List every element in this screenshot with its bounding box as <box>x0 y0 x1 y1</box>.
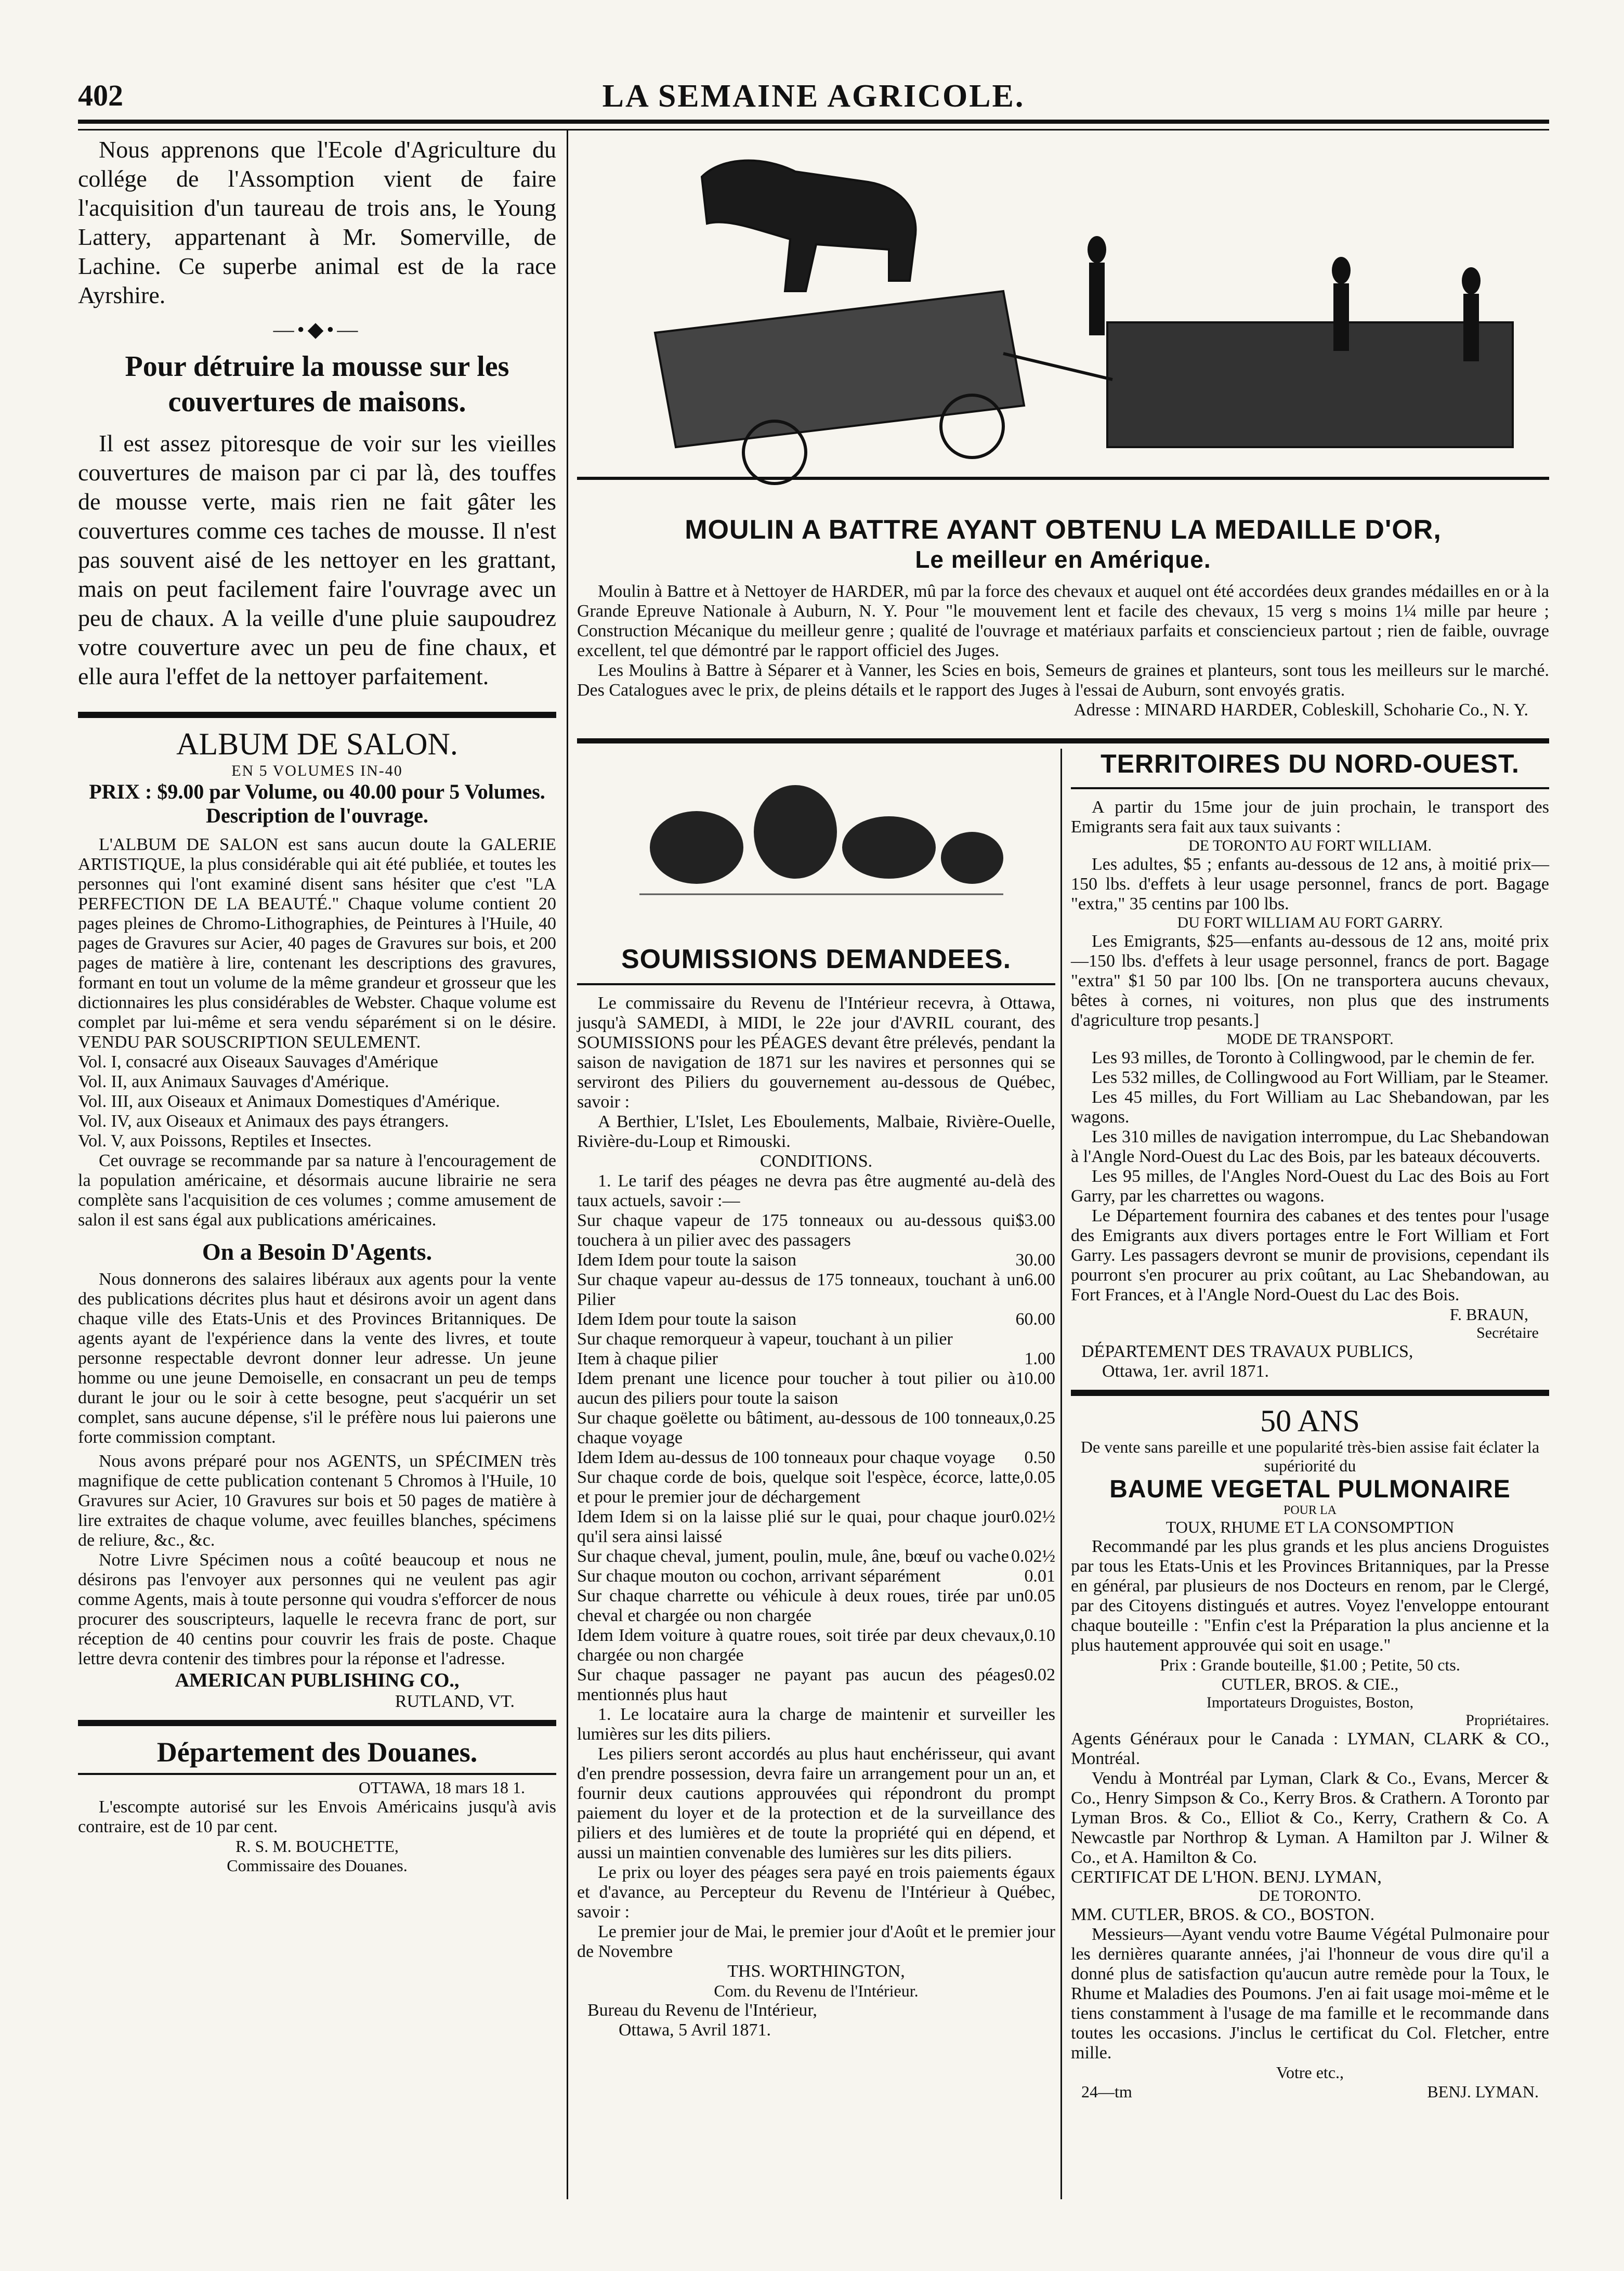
agents-title: On a Besoin D'Agents. <box>202 1238 433 1265</box>
header-rule <box>78 120 1549 130</box>
soumissions-title: SOUMISSIONS DEMANDEES. <box>621 944 1012 974</box>
tarif-price: 0.25 <box>1024 1408 1055 1428</box>
territoires-subheading-2: DU FORT WILLIAM AU FORT GARRY. <box>1177 914 1443 931</box>
territoires-p4: Les 532 milles, de Collingwood au Fort William, par le Steamer. <box>1092 1068 1549 1087</box>
travaux-date: Ottawa, 1er. avril 1871. <box>1102 1362 1269 1381</box>
tarif-price: 0.05 <box>1024 1468 1055 1487</box>
tarif-label: Sur chaque remorqueur à vapeur, touchant à un pilier <box>577 1329 953 1349</box>
condition-2: 1. Le locataire aura la charge de maintenir et surveiller les lumières sur les dits piliers. <box>577 1705 1055 1744</box>
tarif-row <box>577 1507 1055 1547</box>
moulin-title: MOULIN A BATTRE AYANT OBTENU LA MEDAILLE D'OR, <box>685 515 1442 545</box>
territoires-title: TERRITOIRES DU NORD-OUEST. <box>1101 749 1520 778</box>
tarif-label: Sur chaque passager ne payant pas aucun des péages mentionnés plus haut <box>577 1665 1025 1704</box>
tarif-row <box>577 1250 1055 1270</box>
tarif-row <box>577 1369 1055 1408</box>
baume-body: Recommandé par les plus grands et les plus anciens Droguistes par tous les Etats-Unis et les Provinces Britanniques, par la Presse en général, par plusieurs de nos Docteurs en renom, par le Clergé, par des Citoyens distingués et autres. Voyez l'enveloppe entourant chaque bouteille : "Enfin c'est la Préparation la plus ancienne et la plus hautement approuvée qui soit en usage." <box>1071 1537 1549 1655</box>
tarif-label: Sur chaque vapeur au-dessus de 175 tonneaux, touchant à un Pilier <box>577 1270 1025 1309</box>
tarif-price: 30.00 <box>1015 1250 1055 1270</box>
page-header <box>78 78 1549 125</box>
tarif-price: 0.05 <box>1024 1586 1055 1606</box>
tarif-price: 0.01 <box>1024 1567 1055 1586</box>
ornament-divider: —•◆•— <box>273 318 361 341</box>
landscape-vignette <box>577 759 1055 936</box>
tarif-row <box>577 1448 1055 1468</box>
certificat-footer <box>1071 2082 1549 2102</box>
baume-agents: Agents Généraux pour le Canada : LYMAN, CLARK & CO., Montréal. <box>1071 1729 1549 1768</box>
tarif-row <box>577 1665 1055 1705</box>
tarif-price: 0.02 <box>1024 1665 1055 1685</box>
territoires-body: A partir du 15me jour de juin prochain, le transport des Emigrants sera fait aux taux suivants : <box>1071 798 1549 837</box>
condition-4: Le prix ou loyer des péages sera payé en trois paiements égaux et d'avance, au Percepteur du Revenu de l'Intérieur à Québec, savoir : <box>577 1863 1055 1922</box>
territoires-p8: Le Département fournira des cabanes et des tentes pour l'usage des Emigrants aux divers portages entre le Fort William et Fort Garry. Les passagers devront se munir de provisions, cependant ils pourront s'en procurer au prix coûtant, au Lac Shebandowan, au Fort Frances, et à l'Angle Nord-Ouest du Lac des Bois. <box>1071 1206 1549 1304</box>
album-volume: Vol. V, aux Poissons, Reptiles et Insectes. <box>78 1131 372 1151</box>
cutler-proprietaires: Propriétaires. <box>1465 1712 1549 1729</box>
tarif-label: Sur chaque vapeur de 175 tonneaux ou au-dessous qui touchera à un pilier avec des passagers <box>577 1211 1016 1250</box>
bureau-line-2: Ottawa, 5 Avril 1871. <box>619 2020 771 2040</box>
territoires-p6: Les 310 milles de navigation interrompue, du Lac Shebandowan à l'Angle Nord-Ouest du Lac des Bois, par les bateaux découverts. <box>1071 1127 1549 1166</box>
pour-la: POUR LA <box>1283 1504 1337 1517</box>
tarif-price: 0.02½ <box>1011 1547 1055 1566</box>
album-title: ALBUM DE SALON. <box>176 727 458 761</box>
territoires-subheading-1: DE TORONTO AU FORT WILLIAM. <box>1188 837 1432 854</box>
baume-price: Prix : Grande bouteille, $1.00 ; Petite, 50 cts. <box>1160 1655 1460 1674</box>
tarif-row <box>577 1211 1055 1250</box>
certificat-closing: Votre etc., <box>1276 2063 1344 2082</box>
tarif-label: Sur chaque charrette ou véhicule à deux roues, tirée par un cheval et chargée ou non chargée <box>577 1586 1025 1625</box>
tarif-row <box>577 1408 1055 1448</box>
album-volume: Vol. IV, aux Oiseaux et Animaux des pays étrangers. <box>78 1112 449 1131</box>
thick-rule <box>577 738 1549 743</box>
cutler-address: Importateurs Droguistes, Boston, <box>1206 1694 1414 1711</box>
tarif-label: Idem Idem si on la laisse plié sur le quai, pour chaque jour qu'il sera ainsi laissé <box>577 1507 1011 1546</box>
album-price: PRIX : $9.00 par Volume, ou 40.00 pour 5 Volumes. Description de l'ouvrage. <box>89 780 545 827</box>
ans-subtitle: De vente sans pareille et une popularité très-bien assise fait éclater la supériorité du <box>1080 1438 1540 1475</box>
soumissions-body: Le commissaire du Revenu de l'Intérieur recevra, à Ottawa, jusqu'à SAMEDI, à MIDI, le 22e jour d'AVRIL courant, des SOUMISSIONS pour les PÉAGES devant être prélevés, pendant la saison de navigation de 1871 sur les navires et personnes qui se serviront des Piliers du gouvernement au-dessous de Québec, savoir : <box>577 994 1055 1112</box>
territoires-p3: Les 93 milles, de Toronto à Collingwood, par le chemin de fer. <box>1092 1048 1535 1067</box>
column-divider-2 <box>1060 749 1062 2199</box>
tarif-price: 0.02½ <box>1011 1507 1055 1526</box>
territoires-p2: Les Emigrants, $25—enfants au-dessous de 12 ans, moité prix—150 lbs. d'effets à leur usage personnel, francs de port. Bagage "extra" $1 50 par 100 lbs. [On ne transportera aucuns chevaux, bêtes à cornes, ni voitures, non plus que des instruments d'agriculture trop pesants.] <box>1071 932 1549 1030</box>
certificat-title: CERTIFICAT DE L'HON. BENJ. LYMAN, <box>1071 1868 1382 1887</box>
worthington-title: Com. du Revenu de l'Intérieur. <box>714 1981 919 2000</box>
moulin-address: Adresse : MINARD HARDER, Cobleskill, Schoharie Co., N. Y. <box>1073 700 1528 720</box>
douanes-signature: R. S. M. BOUCHETTE, <box>235 1837 399 1856</box>
baume-title: BAUME VEGETAL PULMONAIRE <box>1109 1476 1511 1503</box>
tarif-list <box>577 1211 1055 1705</box>
thick-rule <box>78 1720 556 1726</box>
tarif-label: Idem Idem pour toute la saison <box>577 1310 797 1329</box>
tarif-row <box>577 1468 1055 1507</box>
travaux-publics: DÉPARTEMENT DES TRAVAUX PUBLICS, <box>1081 1342 1413 1361</box>
column-middle-top <box>577 135 1549 720</box>
douanes-title-signature: Commissaire des Douanes. <box>227 1856 408 1875</box>
certificat-address: MM. CUTLER, BROS. & CO., BOSTON. <box>1071 1905 1375 1924</box>
tarif-label: Idem Idem pour toute la saison <box>577 1250 797 1270</box>
tarif-label: Sur chaque corde de bois, quelque soit l'espèce, écorce, latte, et pour le premier jour de déchargement <box>577 1468 1025 1507</box>
condition-3: Les piliers seront accordés au plus haut enchérisseur, qui avant d'en prendre possession, devra faire un arrangement pour un an, et fournir deux cautions approuvées qui répondront du prompt paiement du loyer et de la protection et de la surveillance des piliers et des lumières et de toute la propriété qui en dépend, et aussi un maintien convenable des lumières sur les dits piliers. <box>577 1744 1055 1862</box>
album-subtitle: EN 5 VOLUMES IN-40 <box>231 762 403 779</box>
douanes-date: OTTAWA, 18 mars 18 1. <box>358 1778 525 1797</box>
conditions-heading: CONDITIONS. <box>759 1152 873 1171</box>
rule <box>78 1773 556 1775</box>
tarif-price: 10.00 <box>1015 1369 1055 1388</box>
column-divider-1 <box>567 130 568 2199</box>
certificat-city: DE TORONTO. <box>1259 1887 1361 1904</box>
ans-title: 50 ANS <box>1260 1404 1360 1438</box>
album-body-2: Cet ouvrage se recommande par sa nature à l'encouragement de la population américaine, et désormais aucune librairie ne sera complète sans l'acquisition de ces volumes ; comme amusement de salon il est sans égal aux publications américaines. <box>78 1151 556 1230</box>
tarif-price: $3.00 <box>1015 1211 1055 1230</box>
agents-body: Nous donnerons des salaires libéraux aux agents pour la vente des publications décrites plus haut et désirons avoir un agent dans chaque ville des Etats-Unis et des Provinces Britanniques. De agents ayant de l'expérience dans la vente des livres, et toute personne respectable devront donner leur adresse. Un jeune homme ou une jeune Demoiselle, en consacrant un peu de temps durant le jour ou le soir à cette besogne, peut s'acquérir un set complet, sans aucune dépense, s'il le préfère nous lui paierons une forte commission comptant. <box>78 1270 556 1447</box>
tarif-label: Sur chaque cheval, jument, poulin, mule, âne, bœuf ou vache <box>577 1547 1009 1566</box>
tarif-price: 1.00 <box>1024 1349 1055 1368</box>
agents-signature: AMERICAN PUBLISHING CO., <box>175 1669 460 1691</box>
conditions-intro: 1. Le tarif des péages ne devra pas être augmenté au-delà des taux actuels, savoir :— <box>577 1171 1055 1210</box>
album-volume-list <box>78 1052 556 1151</box>
baume-vendu: Vendu à Montréal par Lyman, Clark & Co., Evans, Mercer & Co., Henry Simpson & Co., Kerry Bros. & Crathern. A Toronto par Lyman Bros. & Co., Elliot & Co., Kerry, Crathern & Co. A Newcastle par Northrop & Lyman. A Hamilton par J. Wilner & Co., et A. Hamilton & Co. <box>1071 1769 1549 1867</box>
tarif-label: Sur chaque goëlette ou bâtiment, au-dessous de 100 tonneaux, chaque voyage <box>577 1408 1025 1447</box>
page-number: 402 <box>78 79 123 112</box>
tarif-price: 60.00 <box>1015 1310 1055 1329</box>
lyman-signature: BENJ. LYMAN. <box>1427 2082 1539 2101</box>
intro-paragraph: Nous apprenons que l'Ecole d'Agriculture du collége de l'Assomption vient de faire l'acquisition d'un taureau de trois ans, le Young Lattery, appartenant à Mr. Somerville, de Lachine. Ce superbe animal est de la race Ayrshire. <box>78 136 556 308</box>
thresher-body <box>1107 322 1513 447</box>
masthead: LA SEMAINE AGRICOLE. <box>602 79 1025 114</box>
agents-location: RUTLAND, VT. <box>395 1692 515 1711</box>
tarif-label: Item à chaque pilier <box>577 1349 718 1368</box>
agents-body-3: Notre Livre Spécimen nous a coûté beaucoup et nous ne désirons pas l'envoyer aux personnes qui ne veulent pas agir comme Agents, mais à toute personne qui voudra s'efforcer de nous procurer des souscripteurs, laquelle le recevra franc de port, sur réception de 40 centins pour couvrir les frais de poste. Chaque lettre devra contenir des timbres pour la réponse et l'adresse. <box>78 1550 556 1668</box>
thick-rule <box>1071 1390 1549 1396</box>
mousse-body: Il est assez pitoresque de voir sur les vieilles couvertures de maison par ci par là, des touffes de mousse verte, mais rien ne fait gâter les couvertures comme ces taches de mousse. Il n'est pas souvent aisé de les nettoyer en les grattant, mais on peut facilement faire l'ouvrage avec un peu de chaux. A la veille d'une pluie saupoudrez votre couverture avec un peu de fine chaux, et elle aura l'effet de la nettoyer parfaitement. <box>78 430 556 689</box>
rule <box>577 983 1055 985</box>
moulin-subtitle: Le meilleur en Amérique. <box>915 546 1211 573</box>
territoires-p1: Les adultes, $5 ; enfants au-dessous de 12 ans, à moitié prix—150 lbs. d'effets à leur usage personnel, francs de port. Bagage "extra," 35 centins par 100 lbs. <box>1071 855 1549 913</box>
territoires-p7: Les 95 milles, de l'Angles Nord-Ouest du Lac des Bois au Fort Garry, par les charrettes ou wagons. <box>1071 1167 1549 1206</box>
braun-title: Secrétaire <box>1476 1324 1539 1341</box>
tarif-label: Idem Idem voiture à quatre roues, soit tirée par deux chevaux, chargée ou non chargée <box>577 1626 1025 1665</box>
tarif-price: 0.50 <box>1024 1448 1055 1467</box>
thick-rule <box>78 712 556 718</box>
cutler-name: CUTLER, BROS. & CIE., <box>1221 1675 1399 1693</box>
moulin-body: Moulin à Battre et à Nettoyer de HARDER, mû par la force des chevaux et auquel ont été accordées deux grandes médailles en or à la Grande Epreuve Nationale à Auburn, N. Y. Pour "le mouvement lent et facile des chevaux, 15 verg s moins 1¼ mille par heure ; Construction Mécanique du meilleur genre ; qualité de l'ouvrage et matériaux parfaits et consciencieux partout ; rien de faible, ouvrage excellent, tel que démontré par le rapport officiel des Juges. <box>577 582 1549 660</box>
tarif-label: Idem prenant une licence pour toucher à tout pilier ou à aucun des piliers pour toute la saison <box>577 1369 1016 1408</box>
tarif-row <box>577 1270 1055 1310</box>
mousse-title: Pour détruire la mousse sur les couvertures de maisons. <box>125 350 509 418</box>
tarif-row <box>577 1310 1055 1329</box>
agents-body-2: Nous avons préparé pour nos AGENTS, un SPÉCIMEN très magnifique de cette publication contenant 5 Chromos à l'Huile, 10 Gravures sur Acier, 10 Gravures sur bois et 50 pages de matière à lire extraites de chaque volume, avec feuilles blanches, spécimens de reliure, &c., &c. <box>78 1452 556 1550</box>
album-body: L'ALBUM DE SALON est sans aucun doute la GALERIE ARTISTIQUE, la plus considérable qui ait été publiée, et toutes les personnes qui l'ont examiné disent sans hésiter que c'est "LA PERFECTION DE LA BEAUTÉ." Chaque volume contient 20 pages pleines de Chromo-Lithographies, de Peintures à l'Huile, 40 pages de Gravures sur Acier, 40 pages de Gravures sur bois, et 200 pages de matière à lire, contenant les descriptions des gravures, formant en tout un volume de la même grandeur et grosseur que les dictionnaires les plus considérables de Webster. Chaque volume est complet par lui-même et sera vendu séparément si on le désire. VENDU PAR SOUSCRIPTION SEULEMENT. <box>78 835 556 1052</box>
tarif-row <box>577 1567 1055 1586</box>
rule <box>1071 787 1549 789</box>
tarif-price: 6.00 <box>1024 1270 1055 1289</box>
tarif-row <box>577 1626 1055 1665</box>
toux-heading: TOUX, RHUME ET LA CONSOMPTION <box>1165 1518 1455 1536</box>
bureau-line-1: Bureau du Revenu de l'Intérieur, <box>587 2001 817 2020</box>
tarif-row <box>577 1349 1055 1369</box>
column-right <box>1071 749 1549 2102</box>
ad-code: 24—tm <box>1081 2082 1132 2101</box>
tarif-row <box>577 1547 1055 1567</box>
threshing-machine-engraving <box>577 135 1549 510</box>
douanes-body: L'escompte autorisé sur les Envois Américains jusqu'à avis contraire, est de 10 par cent. <box>78 1797 556 1836</box>
tarif-label: Sur chaque mouton ou cochon, arrivant séparément <box>577 1567 941 1586</box>
douanes-title: Département des Douanes. <box>156 1737 478 1768</box>
column-middle <box>577 759 1055 2040</box>
album-volume: Vol. I, consacré aux Oiseaux Sauvages d'Amérique <box>78 1052 438 1072</box>
braun-signature: F. BRAUN, <box>1449 1305 1528 1324</box>
worthington-signature: THS. WORTHINGTON, <box>727 1962 905 1981</box>
territoires-p5: Les 45 milles, du Fort William au Lac Shebandowan, par les wagons. <box>1071 1088 1549 1127</box>
album-volume: Vol. III, aux Oiseaux et Animaux Domestiques d'Amérique. <box>78 1092 500 1111</box>
column-left <box>78 135 556 1875</box>
condition-5: Le premier jour de Mai, le premier jour d'Août et le premier jour de Novembre <box>577 1922 1055 1961</box>
album-volume: Vol. II, aux Animaux Sauvages d'Amérique. <box>78 1072 389 1091</box>
moulin-body-2: Les Moulins à Battre à Séparer et à Vanner, les Scies en bois, Semeurs de graines et planteurs, sont tous les meilleurs sur le marché. Des Catalogues avec le prix, de pleins détails et le rapport des Juges à l'essai de Auburn, sont envoyés gratis. <box>577 661 1549 700</box>
territoires-subheading-3: MODE DE TRANSPORT. <box>1226 1030 1394 1048</box>
soumissions-places: A Berthier, L'Islet, Les Eboulements, Malbaie, Rivière-Ouelle, Rivière-du-Loup et Rimouski. <box>577 1112 1055 1151</box>
tarif-label: Idem Idem au-dessus de 100 tonneaux pour chaque voyage <box>577 1448 996 1467</box>
tarif-price: 0.10 <box>1024 1626 1055 1645</box>
certificat-body: Messieurs—Ayant vendu votre Baume Végétal Pulmonaire pour les dernières quarante années, j'ai l'honneur de vous dire qu'il a donné plus de satisfaction qu'aucun autre remède pour la Toux, le Rhume et Maladies des Poumons. J'en ai fait usage moi-même et le tiens constamment à l'usage de ma famille et le recommande dans toutes les occasions. J'inclus le certificat du Col. Fletcher, entre mille. <box>1071 1925 1549 2063</box>
tarif-row <box>577 1329 1055 1349</box>
tarif-row <box>577 1586 1055 1626</box>
